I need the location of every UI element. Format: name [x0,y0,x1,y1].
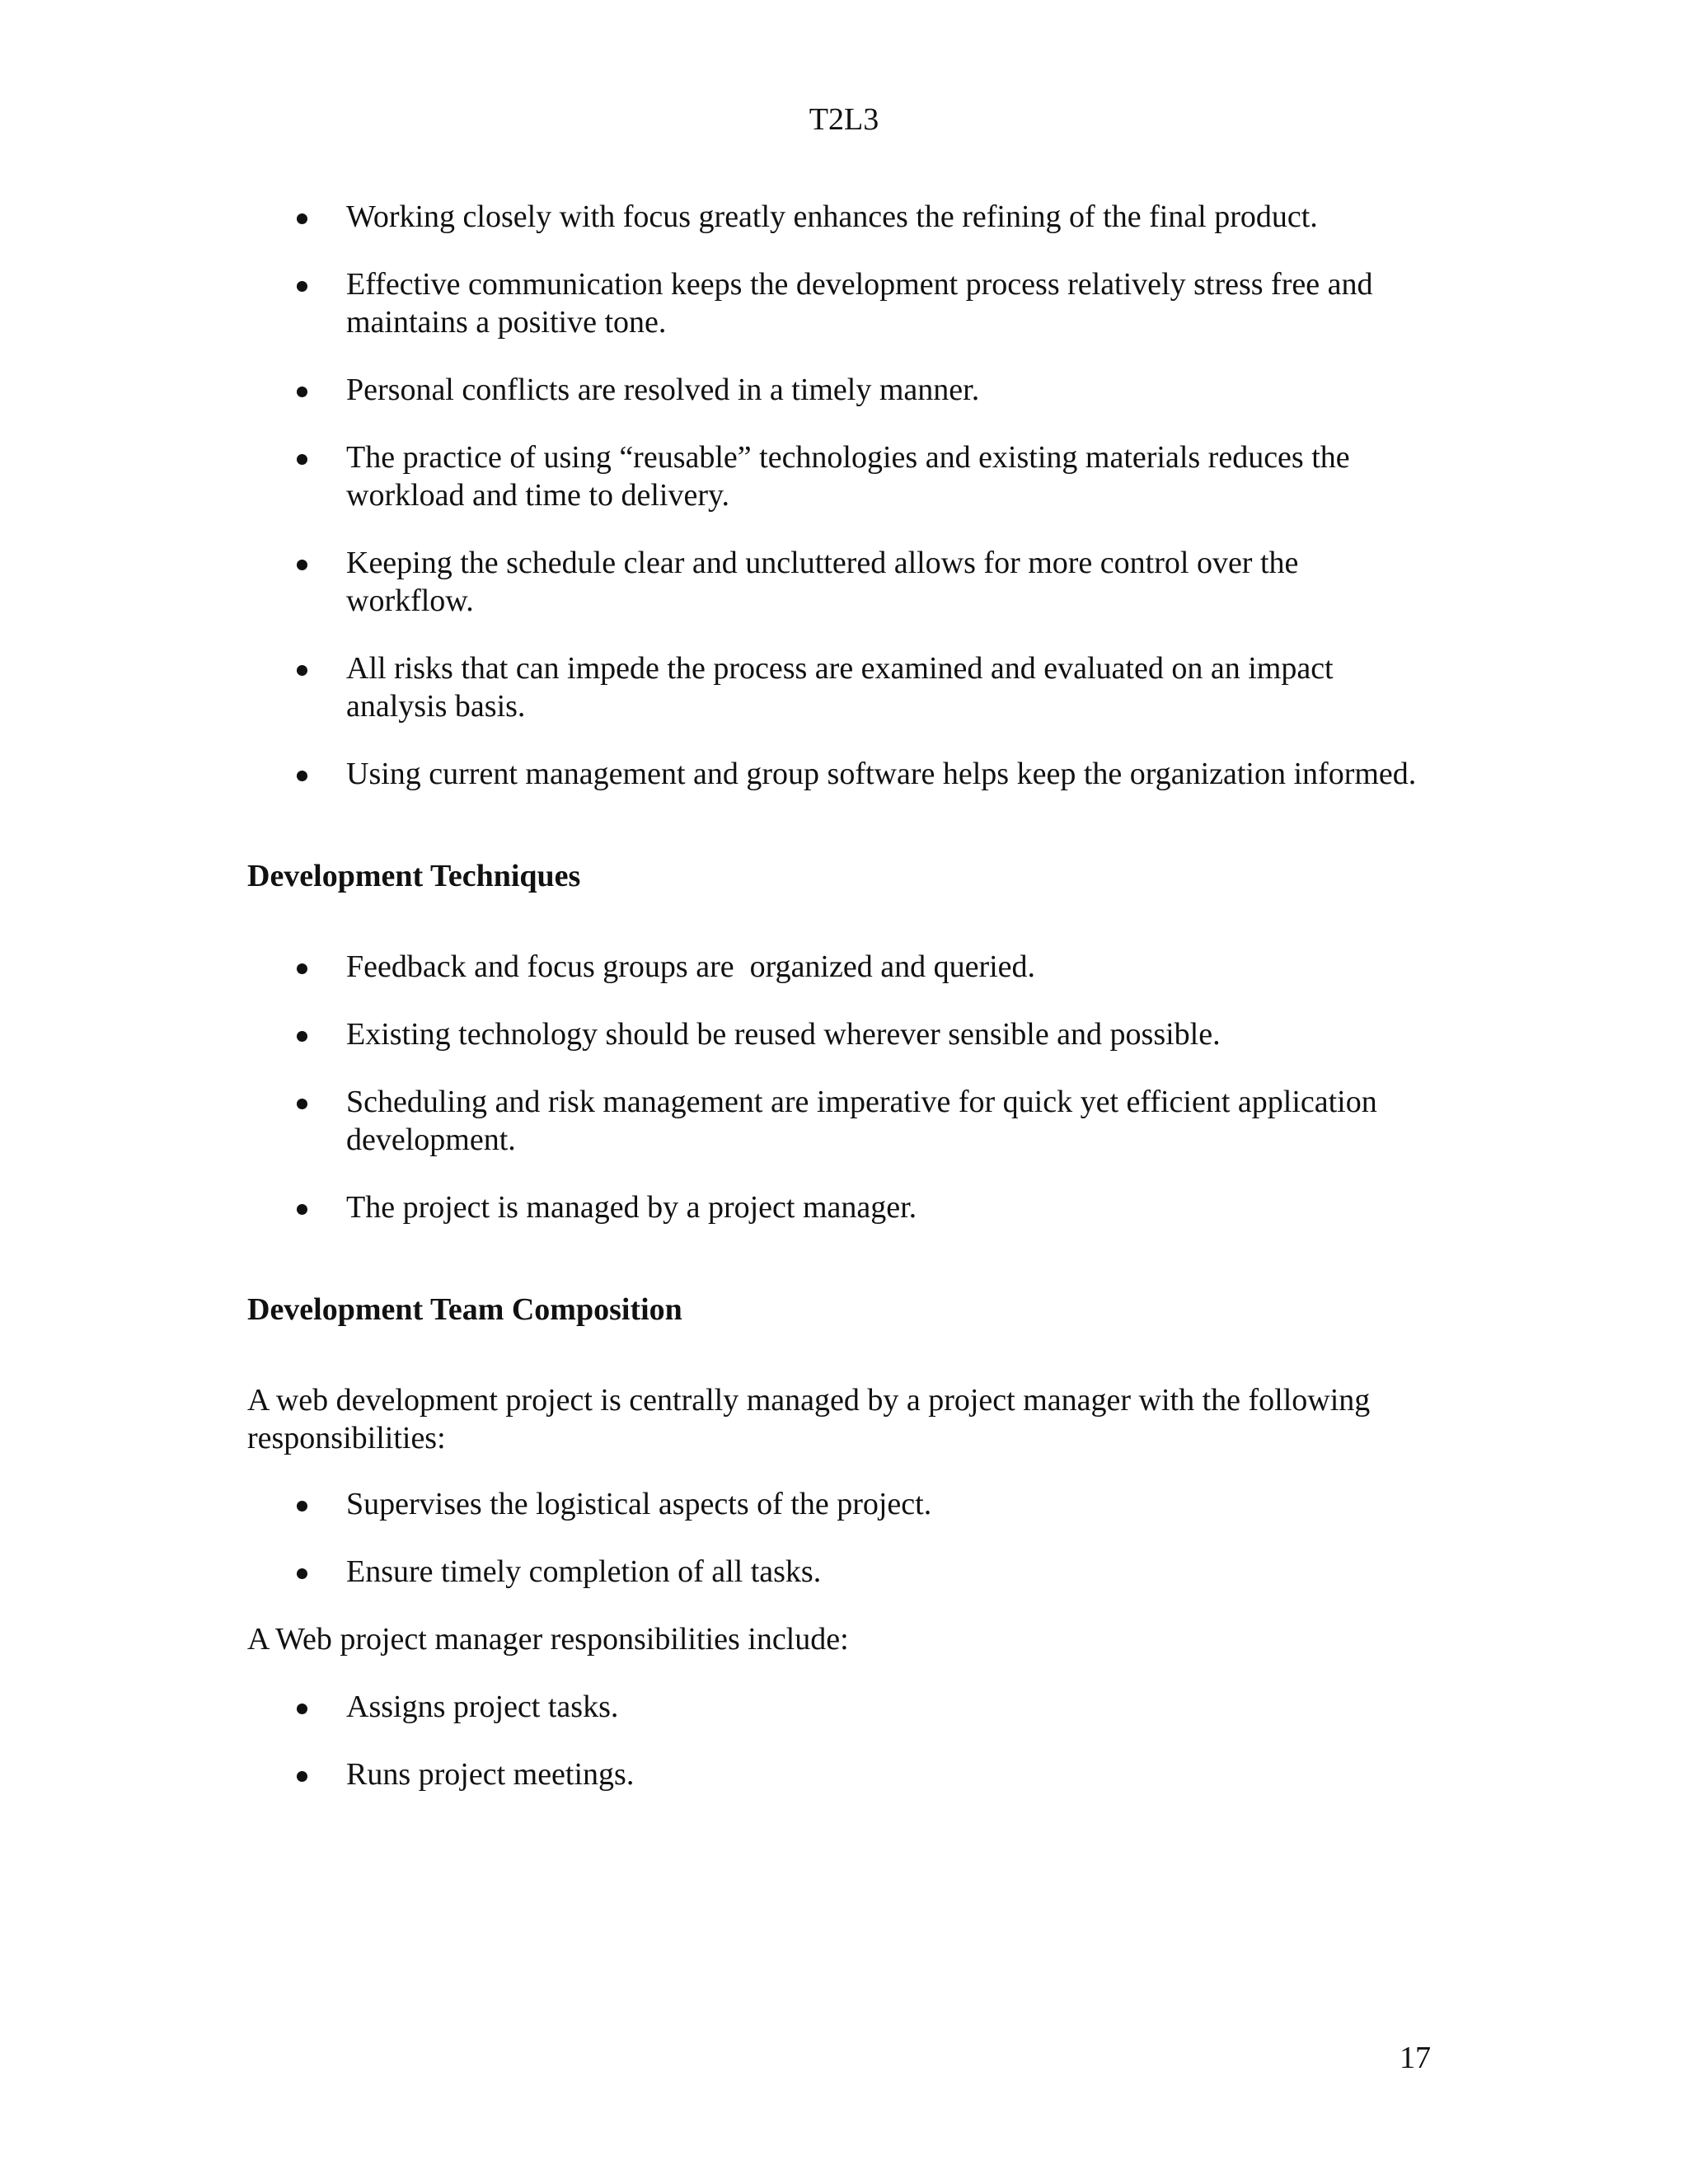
bullet-icon [297,665,307,676]
bullet-icon [297,560,307,570]
team-intro-paragraph: A web development project is centrally managed by a project manager with the following responsibilities: [247,1383,1371,1455]
list-item: Runs project meetings. [247,1755,1434,1793]
bullet-list-benefits [247,198,1434,793]
bullet-list-techniques [247,948,1434,1226]
page-header: T2L3 [809,102,879,137]
bullet-icon [297,213,307,224]
list-item: Using current management and group software helps keep the organization informed. [247,755,1434,793]
list-item: The project is managed by a project manager. [247,1188,1434,1226]
bullet-list-manager-duties [247,1688,1434,1793]
bullet-icon [297,1031,307,1042]
section-heading-techniques: Development Techniques [247,859,581,893]
bullet-icon [297,1568,307,1579]
section-heading-team: Development Team Composition [247,1292,682,1327]
list-item: Ensure timely completion of all tasks. [247,1553,1434,1591]
bullet-list-responsibilities [247,1485,1434,1591]
list-item: All risks that can impede the process are examined and evaluated on an impact analysis basis. [247,649,1434,725]
list-item: Scheduling and risk management are imperative for quick yet efficient application development. [247,1083,1434,1159]
list-item: Assigns project tasks. [247,1688,1434,1726]
list-item: Personal conflicts are resolved in a timely manner. [247,371,1434,409]
list-item: Effective communication keeps the development process relatively stress free and maintains a positive tone. [247,265,1434,341]
bullet-icon [297,387,307,397]
manager-intro-paragraph: A Web project manager responsibilities include: [247,1622,849,1657]
bullet-icon [297,1099,307,1109]
bullet-icon [297,963,307,974]
bullet-icon [297,1204,307,1215]
list-item: The practice of using “reusable” technologies and existing materials reduces the workload and time to delivery. [247,438,1434,514]
page-content [247,198,1434,1823]
bullet-icon [297,1704,307,1714]
bullet-icon [297,771,307,781]
bullet-icon [297,454,307,465]
bullet-icon [297,281,307,292]
list-item: Feedback and focus groups are organized and queried. [247,948,1434,986]
list-item: Existing technology should be reused wherever sensible and possible. [247,1015,1434,1053]
list-item: Supervises the logistical aspects of the project. [247,1485,1434,1523]
list-item: Keeping the schedule clear and uncluttered allows for more control over the workflow. [247,544,1434,620]
page-number: 17 [1400,2041,1431,2075]
list-item: Working closely with focus greatly enhances the refining of the final product. [247,198,1434,236]
bullet-icon [297,1771,307,1782]
bullet-icon [297,1501,307,1511]
